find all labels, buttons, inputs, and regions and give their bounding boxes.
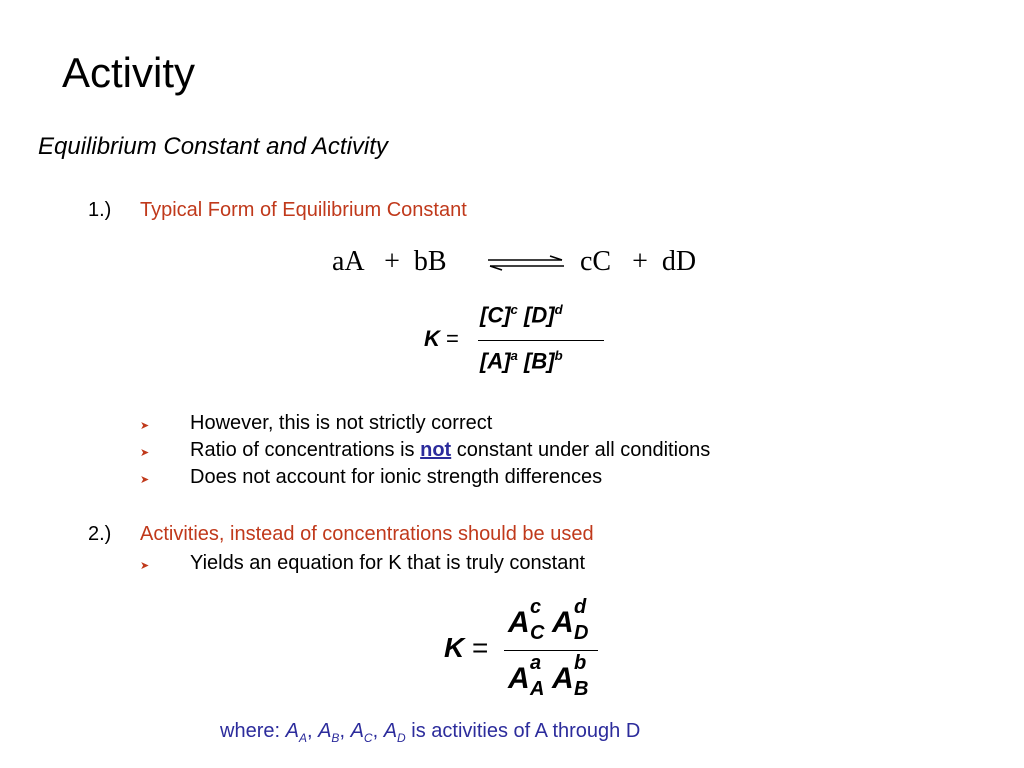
eq1-num-c-exp: c — [510, 302, 518, 317]
bullet-item — [140, 550, 149, 579]
note-a: A — [318, 720, 332, 742]
slide-subtitle: Equilibrium Constant and Activity — [38, 133, 388, 160]
bullet-text-1: However, this is not strictly correct — [190, 412, 493, 434]
bullet-item — [140, 437, 149, 466]
section2-number: 2.) — [88, 523, 112, 545]
eq1-denominator — [480, 348, 563, 374]
eq2-num-ad-sub: D — [574, 622, 589, 644]
bullet-text-2 — [190, 437, 710, 463]
section1-heading: Typical Form of Equilibrium Constant — [140, 199, 467, 221]
note-a: A — [383, 720, 398, 742]
section1-number: 1.) — [88, 199, 112, 221]
reaction-left — [332, 246, 447, 278]
bullet-2-pre: Ratio of concentrations is — [190, 439, 421, 461]
reaction-products: cC + dD — [580, 246, 697, 277]
eq1-den-b: [B] — [524, 348, 555, 374]
bullet-2-post: constant under all conditions — [451, 439, 711, 461]
eq2-num-ac: A — [508, 606, 530, 639]
eq2-num-ac-sub: C — [530, 622, 545, 644]
arrowhead-bullet-icon: ➤ — [140, 420, 150, 432]
note-sep: , — [372, 720, 384, 742]
eq2-lhs — [444, 632, 488, 664]
eq2-num-ad: A — [552, 606, 574, 639]
eq2-den-aa: A — [508, 662, 530, 695]
eq1-den-a: [A] — [480, 348, 511, 374]
eq2-num-ac-sup: c — [530, 596, 542, 618]
reaction-right — [580, 246, 696, 278]
note-sub-c: C — [363, 731, 373, 745]
eq1-k: K — [424, 326, 440, 351]
note-a: A — [350, 720, 364, 742]
eq1-den-a-exp: a — [510, 348, 518, 363]
eq1-lhs — [424, 326, 459, 352]
eq2-den-ab: A — [552, 662, 574, 695]
eq2-fraction-bar — [504, 650, 598, 651]
note-sep: , — [339, 720, 351, 742]
eq2-num-ad-sup: d — [574, 596, 587, 618]
note-sub-a: A — [298, 731, 307, 745]
note-a: A — [285, 720, 299, 742]
eq1-den-b-exp: b — [554, 348, 563, 363]
eq1-equals: = — [446, 326, 459, 351]
arrowhead-bullet-icon: ➤ — [140, 447, 150, 459]
note-sep: , — [306, 720, 319, 742]
eq1-num-d-exp: d — [554, 302, 563, 317]
section2-heading: Activities, instead of concentrations should be used — [140, 523, 594, 545]
note-sub-b: B — [331, 731, 340, 745]
eq2-den-aa-sup: a — [530, 652, 542, 674]
arrowhead-bullet-icon: ➤ — [140, 560, 150, 572]
arrowhead-bullet-icon: ➤ — [140, 474, 150, 486]
eq2-den-aa-sub: A — [530, 678, 545, 700]
note-sub-d: D — [397, 731, 406, 745]
note-tail: is activities of A through D — [405, 720, 641, 742]
bullet-text-3: Does not account for ionic strength differences — [190, 466, 603, 488]
eq1-numerator — [480, 302, 563, 328]
bullet-text-4: Yields an equation for K that is truly constant — [190, 552, 586, 574]
emphasis-not: not — [420, 439, 452, 461]
note-lead: where: — [220, 720, 286, 742]
eq1-num-d: [D] — [524, 302, 555, 328]
eq2-k: K — [444, 632, 465, 663]
eq2-den-ab-sub: B — [574, 678, 589, 700]
bullet-item — [140, 464, 149, 493]
slide-title: Activity — [62, 49, 196, 96]
eq1-num-c: [C] — [480, 302, 511, 328]
eq2-den-ab-sup: b — [574, 652, 587, 674]
reaction-reactants: aA + bB — [332, 246, 447, 277]
eq2-equals: = — [472, 632, 489, 663]
activities-note — [220, 718, 640, 751]
eq1-fraction-bar — [478, 340, 604, 341]
bullet-item — [140, 410, 149, 439]
equilibrium-arrows-icon — [484, 254, 568, 272]
